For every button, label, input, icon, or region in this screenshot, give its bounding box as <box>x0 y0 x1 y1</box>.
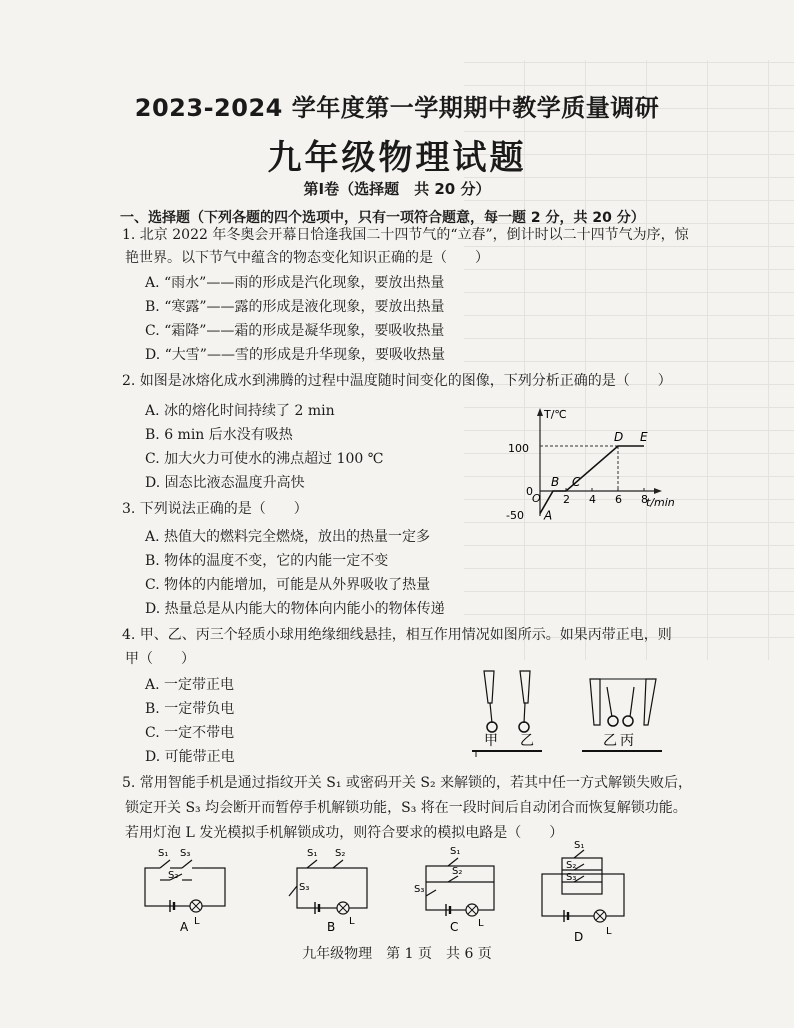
s3-label-c: S₃ <box>414 884 425 895</box>
switch-s1-d <box>574 850 584 858</box>
s2-label-a: S₂ <box>168 870 179 881</box>
q5-stem-line3: 若用灯泡 L 发光模拟手机解锁成功，则符合要求的模拟电路是（ ） <box>125 825 564 841</box>
page-footer: 九年级物理 第 1 页 共 6 页 <box>302 946 492 962</box>
q3-option-a: A. 热值大的燃料完全燃烧，放出的热量一定多 <box>145 529 431 545</box>
ball-bing <box>623 716 633 726</box>
lamp-label-c: L <box>478 918 484 929</box>
q2-stem: 2. 如图是冰熔化成水到沸腾的过程中温度随时间变化的图像，下列分析正确的是（ ） <box>122 373 672 389</box>
switch-s1-b <box>307 860 317 868</box>
circuit-d <box>530 838 640 943</box>
q2-option-b: B. 6 min 后水没有吸热 <box>145 427 293 443</box>
point-label-a: A <box>544 508 553 523</box>
x-tick-label: 6 <box>615 493 622 506</box>
y-tick-minus-50: -50 <box>506 509 524 522</box>
option-label-d: D <box>574 930 584 944</box>
label-yi-left: 乙 <box>520 733 534 749</box>
thread-yi-right <box>607 687 612 717</box>
circuit-b <box>285 838 385 933</box>
s1-label-d: S₁ <box>574 840 585 851</box>
point-label-b: B <box>551 475 560 489</box>
switch-s3-c <box>426 890 436 896</box>
q1-stem-line1: 1. 北京 2022 年冬奥会开幕日恰逢我国二十四节气的“立春”，倒计时以二十四节气为序，惊 <box>122 227 689 243</box>
q3-option-c: C. 物体的内能增加，可能是从外界吸收了热量 <box>145 577 431 593</box>
y-axis-arrow <box>537 408 543 416</box>
switch-s1-c <box>448 858 458 866</box>
thread-yi <box>524 703 525 723</box>
q1-option-a: A. “雨水”——雨的形成是汽化现象，要放出热量 <box>145 275 445 291</box>
option-label-b: B <box>327 920 336 934</box>
switch-s3-b <box>289 886 297 896</box>
label-bing: 丙 <box>620 733 634 749</box>
point-label-c: C <box>572 475 581 489</box>
x-tick-label: 8 <box>641 493 648 506</box>
s3-label-a: S₃ <box>180 848 191 859</box>
q1-option-d: D. “大雪”——雪的形成是升华现象，要吸收热量 <box>145 347 445 363</box>
q3-option-d: D. 热量总是从内能大的物体向内能小的物体传递 <box>145 601 445 617</box>
lamp-label-b: L <box>349 916 355 927</box>
x-tick-label: 2 <box>563 493 570 506</box>
q4-option-a: A. 一定带正电 <box>145 677 235 693</box>
circuit-a-loop <box>145 868 225 906</box>
q1-option-b: B. “寒露”——露的形成是液化现象，要放出热量 <box>145 299 445 315</box>
s3-label-d: S₃ <box>566 872 577 883</box>
s2-label-c: S₂ <box>452 866 463 877</box>
circuit-c <box>412 838 512 933</box>
option-label-c: C <box>450 920 459 934</box>
q2-temperature-graph <box>506 402 690 532</box>
circuit-d-loop <box>542 874 624 916</box>
volume-heading: 第Ⅰ卷（选择题 共 20 分） <box>303 180 491 198</box>
q5-stem-line1: 5. 常用智能手机是通过指纹开关 S₁ 或密码开关 S₂ 来解锁的，若其中任一方式解锁失败后， <box>122 775 693 791</box>
q5-stem-line2: 锁定开关 S₃ 均会断开而暂停手机解锁功能，S₃ 将在一段时间后自动闭合而恢复解锁功能。 <box>125 800 687 816</box>
circuit-a <box>130 838 245 933</box>
s2-label-b: S₂ <box>335 848 346 859</box>
lamp-label-a: L <box>194 916 200 927</box>
thread-jia <box>490 703 492 723</box>
q3-option-b: B. 物体的温度不变，它的内能一定不变 <box>145 553 389 569</box>
lamp-label-d: L <box>606 926 612 937</box>
s1-label-b: S₁ <box>307 848 318 859</box>
exam-subject-title: 九年级物理试题 <box>267 138 527 178</box>
y-tick-100: 100 <box>508 442 529 455</box>
exam-title: 2023-2024 学年度第一学期期中教学质量调研 <box>134 94 660 122</box>
point-label-e: E <box>640 430 648 444</box>
q4-stem-line2: 甲（ ） <box>125 651 195 667</box>
thread-bing <box>630 687 634 717</box>
x-axis-arrow <box>654 488 662 494</box>
y-axis-label: T/℃ <box>544 408 567 421</box>
stand-yi <box>520 671 530 703</box>
point-label-d: D <box>614 430 624 444</box>
s2-label-d: S₂ <box>566 860 577 871</box>
q4-charged-balls-figure <box>462 665 672 765</box>
s1-label-c: S₁ <box>450 846 461 857</box>
option-label-a: A <box>180 920 189 934</box>
stand-bing <box>644 679 656 725</box>
y-tick-0: 0 <box>526 485 533 498</box>
q1-option-c: C. “霜降”——霜的形成是凝华现象，要吸收热量 <box>145 323 445 339</box>
q4-stem-line1: 4. 甲、乙、丙三个轻质小球用绝缘细线悬挂，相互作用情况如图所示。如果丙带正电，则 <box>122 627 672 643</box>
s3-label-b: S₃ <box>299 882 310 893</box>
switch-s2-b <box>333 860 343 868</box>
ball-yi-right <box>608 716 618 726</box>
s1-label-a: S₁ <box>158 848 169 859</box>
x-axis-label: t/min <box>646 496 675 509</box>
q1-stem-line2: 艳世界。以下节气中蕴含的物态变化知识正确的是（ ） <box>125 250 489 266</box>
q4-option-c: C. 一定不带电 <box>145 725 235 741</box>
section-heading: 一、选择题（下列各题的四个选项中，只有一项符合题意，每一题 2 分，共 20 分） <box>120 210 645 226</box>
ball-jia <box>487 722 497 732</box>
stand-yi-right <box>590 679 600 725</box>
ball-yi <box>519 722 529 732</box>
q3-stem: 3. 下列说法正确的是（ ） <box>122 501 308 517</box>
q4-option-b: B. 一定带负电 <box>145 701 235 717</box>
label-yi-right: 乙 <box>603 733 617 749</box>
origin-label: O <box>532 492 541 505</box>
stand-jia <box>484 671 494 703</box>
q2-option-c: C. 加大火力可使水的沸点超过 100 ℃ <box>145 451 384 467</box>
q2-option-d: D. 固态比液态温度升高快 <box>145 475 305 491</box>
label-jia: 甲 <box>484 733 498 749</box>
x-tick-label: 4 <box>589 493 596 506</box>
q2-option-a: A. 冰的熔化时间持续了 2 min <box>145 403 335 419</box>
q4-option-d: D. 可能带正电 <box>145 749 235 765</box>
